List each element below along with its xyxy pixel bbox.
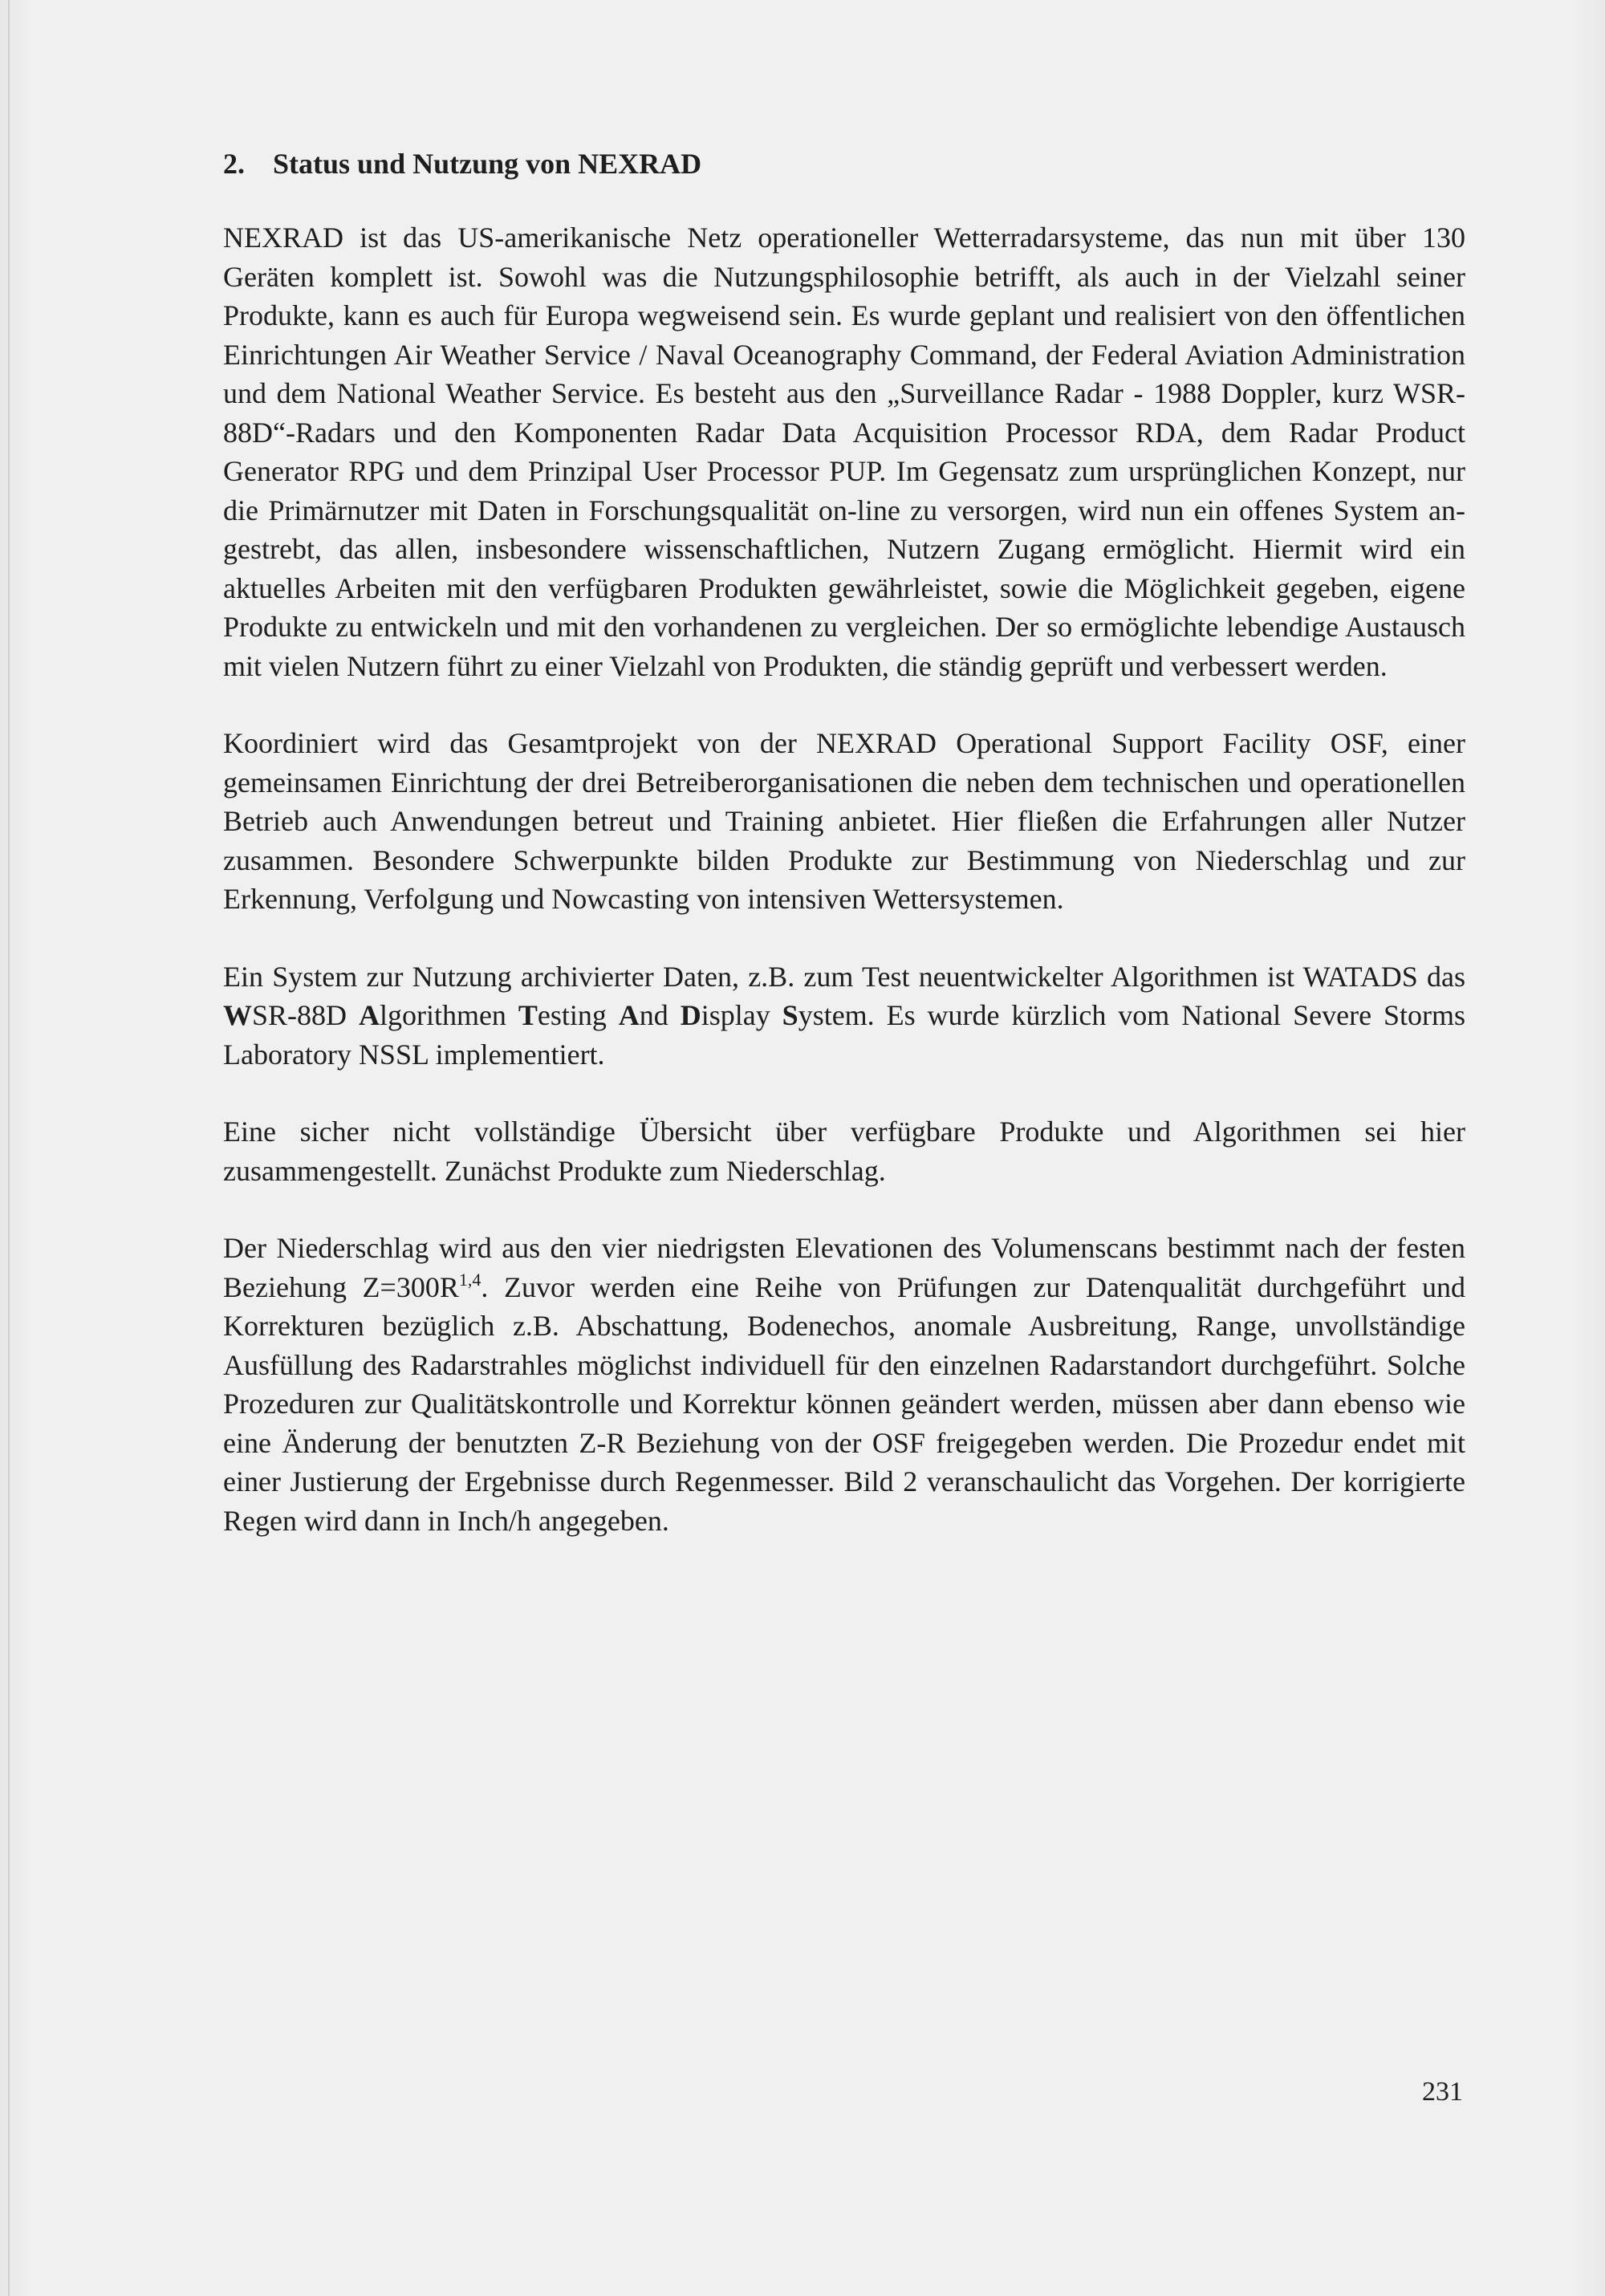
watads-text: SR-88D — [252, 999, 359, 1031]
paragraph-watads — [223, 957, 1465, 1075]
page-number: 231 — [1422, 2077, 1463, 2107]
zr-exponent: 1,4 — [458, 1269, 482, 1290]
acronym-letter-t: T — [518, 999, 538, 1031]
precip-text-pre: Der Niederschlag wird aus den vier niedrigsten Elevationen des Volumenscans bestimmt nach der festen Beziehung Z=300R — [223, 1232, 1465, 1303]
watads-text-pre: Ein System zur Nutzung archivierter Daten, z.B. zum Test neuentwickelter Algorithmen ist WATADS das — [223, 960, 1465, 993]
page-edge-shadow — [8, 0, 10, 2296]
main-content — [223, 141, 1465, 1579]
watads-text: isplay — [701, 999, 782, 1031]
acronym-letter-a2: A — [618, 999, 640, 1031]
acronym-letter-w: W — [223, 999, 252, 1031]
precip-text-post: . Zuvor werden eine Reihe von Prüfungen zur Datenqualität durchgeführt und Korrekturen bezüglich z.B. Abschattung, Bodenechos, anomale Ausbreitung, Range, unvollständige Ausfüllung des Radarstrahles möglichst individuell für den einzelnen Radarstandort durchgeführt. Solche Prozeduren zur Qualitätskontrolle und Korrektur können geändert werden, müssen aber dann ebenso wie eine Änderung der benutzten Z-R Beziehung von der OSF freigegeben werden. Die Prozedur endet mit einer Justierung der Ergebnisse durch Regenmesser. Bild 2 veranschaulicht das Vorgehen. Der korrigierte Regen wird dann in Inch/h angegeben. — [223, 1270, 1465, 1537]
watads-text-post: ystem. Es wurde kürzlich vom National Severe Storms Laboratory NSSL implementiert. — [223, 999, 1465, 1071]
paragraph-product-overview: Eine sicher nicht vollständige Übersicht über verfügbare Produkte und Algorithmen sei hier zusammengestellt. Zunächst Produkte zum Niederschlag. — [223, 1115, 1465, 1187]
paragraph-nexrad-overview: NEXRAD ist das US-amerikanische Netz operationeller Wetterradarsysteme, das nun mit über 130 Geräten komplett ist. Sowohl was die Nutzungsphilosophie betrifft, als auch in der Vielzahl seiner Produkte, kann es auch für Europa wegweisend sein. Es wurde geplant und realisiert von den öffentlichen Einrichtungen Air Weather Service / Naval Oceanography Command, der Federal Aviation Administration und dem National Weather Service. Es besteht aus den „Surveillance Radar - 1988 Doppler, kurz WSR-88D“-Radars und den Komponenten Radar Data Acquisition Processor RDA, dem Radar Product Generator RPG und dem Prinzipal User Processor PUP. Im Gegensatz zum ursprünglichen Konzept, nur die Primärnutzer mit Daten in Forschungsqualität on-line zu versorgen, wird nun ein offenes System angestrebt, das allen, insbesondere wissenschaftlichen, Nutzern Zugang ermöglicht. Hiermit wird ein aktuelles Arbeiten mit den verfügbaren Produkten gewährleistet, sowie die Möglichkeit gegeben, eigene Produkte zu entwickeln und mit den vorhandenen zu vergleichen. Der so ermöglichte lebendige Austausch mit vielen Nutzern führt zu einer Vielzahl von Produkten, die ständig geprüft und verbessert werden. — [223, 221, 1465, 682]
section-number: 2. — [223, 148, 245, 180]
acronym-letter-d: D — [680, 999, 701, 1031]
watads-text: esting — [537, 999, 619, 1031]
section-title: Status und Nutzung von NEXRAD — [273, 148, 702, 180]
acronym-letter-s: S — [782, 999, 798, 1031]
paragraph-precipitation — [223, 1229, 1465, 1540]
acronym-letter-a: A — [358, 999, 380, 1031]
section-heading — [223, 141, 1465, 186]
watads-text: lgorithmen — [379, 999, 518, 1031]
watads-text: nd — [639, 999, 681, 1031]
paragraph-osf-coordination: Koordiniert wird das Gesamtprojekt von der NEXRAD Operational Support Facility OSF, einer gemeinsamen Einrichtung der drei Betreiberorganisationen die neben dem technischen und operationellen Betrieb auch Anwendungen betreut und Training anbietet. Hier fließen die Erfahrungen aller Nutzer zusammen. Besondere Schwerpunkte bilden Produkte zur Bestimmung von Niederschlag und zur Erkennung, Verfolgung und Nowcasting von intensiven Wettersystemen. — [223, 727, 1465, 915]
